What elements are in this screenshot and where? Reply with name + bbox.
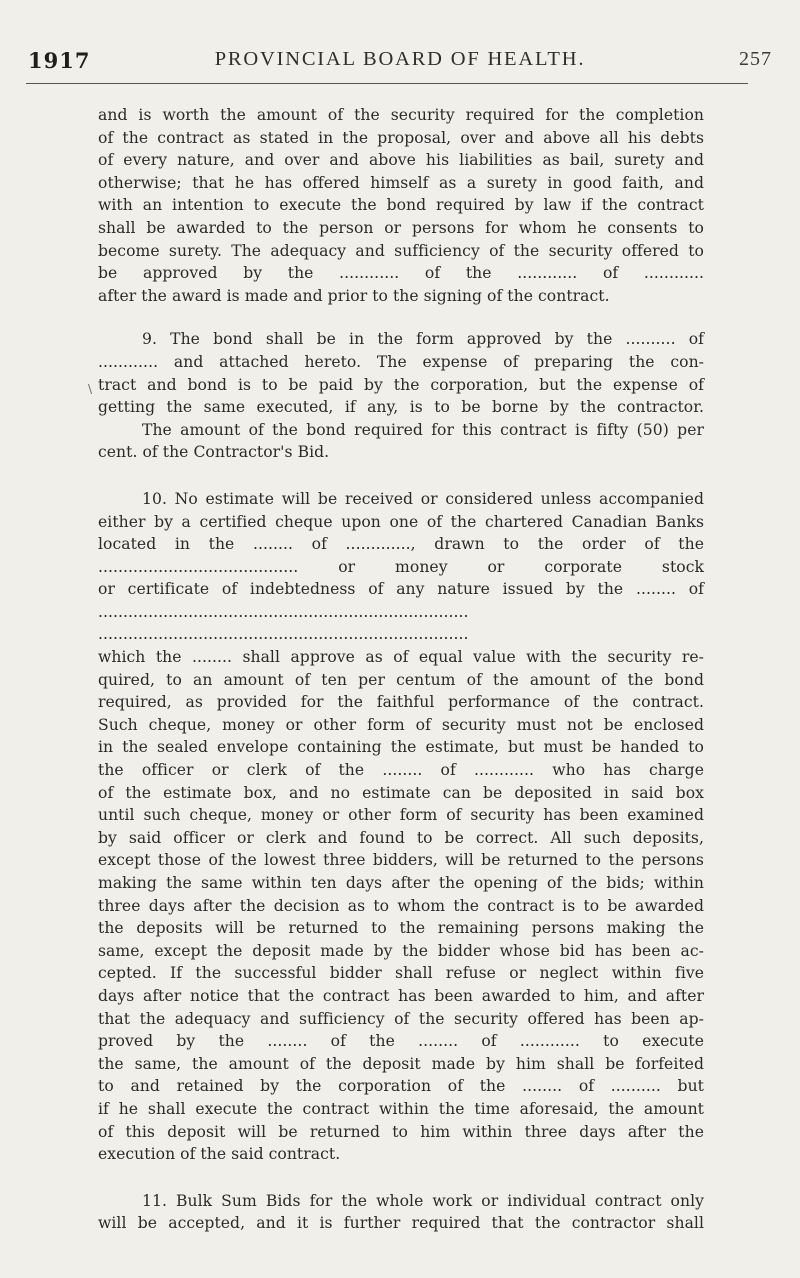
- page-body: [98, 104, 704, 1235]
- text-line: The amount of the bond required for this contract is fifty (50) per: [142, 420, 704, 439]
- text-line: required, as provided for the faithful performance of the contract.: [98, 693, 704, 712]
- margin-mark: \: [88, 382, 93, 396]
- text-line: 9. The bond shall be in the form approved by the .......... of: [142, 330, 704, 349]
- text-line: cepted. If the successful bidder shall refuse or neglect within five: [98, 964, 704, 983]
- paragraph-continuation: [98, 104, 704, 307]
- text-line: either by a certified cheque upon one of the chartered Canadian Banks: [98, 512, 704, 531]
- text-line: the same, the amount of the deposit made by him shall be forfeited: [98, 1054, 704, 1073]
- text-line: after the award is made and prior to the signing of the contract.: [98, 286, 610, 305]
- paragraph-10: [98, 488, 704, 1166]
- text-line: by said officer or clerk and found to be correct. All such deposits,: [98, 828, 704, 847]
- running-header: [28, 48, 772, 78]
- text-line: of the contract as stated in the proposal, over and above all his debts: [98, 128, 704, 147]
- text-line: of this deposit will be returned to him within three days after the: [98, 1122, 704, 1141]
- text-line: will be accepted, and it is further required that the contractor shall: [98, 1214, 704, 1233]
- text-line: ..........................................................................: [98, 625, 469, 644]
- text-line: or certificate of indebtedness of any nature issued by the ........ of: [98, 580, 704, 599]
- text-line: until such cheque, money or other form of security has been examined: [98, 806, 704, 825]
- text-line: that the adequacy and sufficiency of the security offered has been ap-: [98, 1009, 704, 1028]
- text-line: proved by the ........ of the ........ of ............ to execute: [98, 1032, 704, 1051]
- text-line: be approved by the ............ of the ............ of ............: [98, 264, 704, 283]
- text-line: cent. of the Contractor's Bid.: [98, 443, 330, 462]
- text-line: the deposits will be returned to the remaining persons making the: [98, 919, 704, 938]
- text-line: quired, to an amount of ten per centum of the amount of the bond: [98, 670, 704, 689]
- text-line: Such cheque, money or other form of security must not be enclosed: [98, 715, 704, 734]
- text-line: ............ and attached hereto. The expense of preparing the con-: [98, 352, 704, 371]
- header-rule: [26, 83, 748, 84]
- text-line: ........................................ or money or corporate stock: [98, 557, 704, 576]
- text-line: in the sealed envelope containing the estimate, but must be handed to: [98, 738, 704, 757]
- text-line: otherwise; that he has offered himself as a surety in good faith, and: [98, 173, 704, 192]
- text-line: execution of the said contract.: [98, 1145, 341, 1164]
- text-line: and is worth the amount of the security required for the completion: [98, 106, 704, 124]
- text-line: making the same within ten days after the opening of the bids; within: [98, 874, 704, 892]
- text-line: three days after the decision as to whom the contract is to be awarded: [98, 896, 704, 915]
- text-line: getting the same executed, if any, is to be borne by the contractor.: [98, 398, 704, 417]
- text-line: ..........................................................................: [98, 602, 469, 621]
- page-number: 257: [739, 48, 772, 70]
- text-line: tract and bond is to be paid by the corporation, but the expense of: [98, 375, 704, 394]
- text-line: days after notice that the contract has been awarded to him, and after: [98, 986, 704, 1005]
- text-line: 11. Bulk Sum Bids for the whole work or individual contract only: [142, 1191, 704, 1210]
- text-line: if he shall execute the contract within the time aforesaid, the amount: [98, 1099, 704, 1118]
- paragraph-11: [98, 1190, 704, 1235]
- text-line: located in the ........ of ............., drawn to the order of the: [98, 535, 704, 554]
- text-line: of the estimate box, and no estimate can be deposited in said box: [98, 783, 704, 802]
- text-line: same, except the deposit made by the bidder whose bid has been ac-: [98, 941, 704, 960]
- text-line: of every nature, and over and above his liabilities as bail, surety and: [98, 151, 704, 170]
- header-title: PROVINCIAL BOARD OF HEALTH.: [214, 48, 586, 70]
- text-line: shall be awarded to the person or persons for whom he consents to: [98, 218, 704, 237]
- text-line: become surety. The adequacy and sufficiency of the security offered to: [98, 241, 704, 260]
- text-line: 10. No estimate will be received or considered unless accompanied: [142, 489, 704, 508]
- text-line: which the ........ shall approve as of equal value with the security re-: [98, 648, 704, 667]
- header-year: 1917: [28, 48, 91, 73]
- text-line: to and retained by the corporation of the ........ of .......... but: [98, 1077, 704, 1096]
- paragraph-9: [98, 328, 704, 464]
- text-line: except those of the lowest three bidders, will be returned to the persons: [98, 851, 704, 870]
- text-line: the officer or clerk of the ........ of ............ who has charge: [98, 761, 704, 780]
- text-line: with an intention to execute the bond required by law if the contract: [98, 196, 704, 215]
